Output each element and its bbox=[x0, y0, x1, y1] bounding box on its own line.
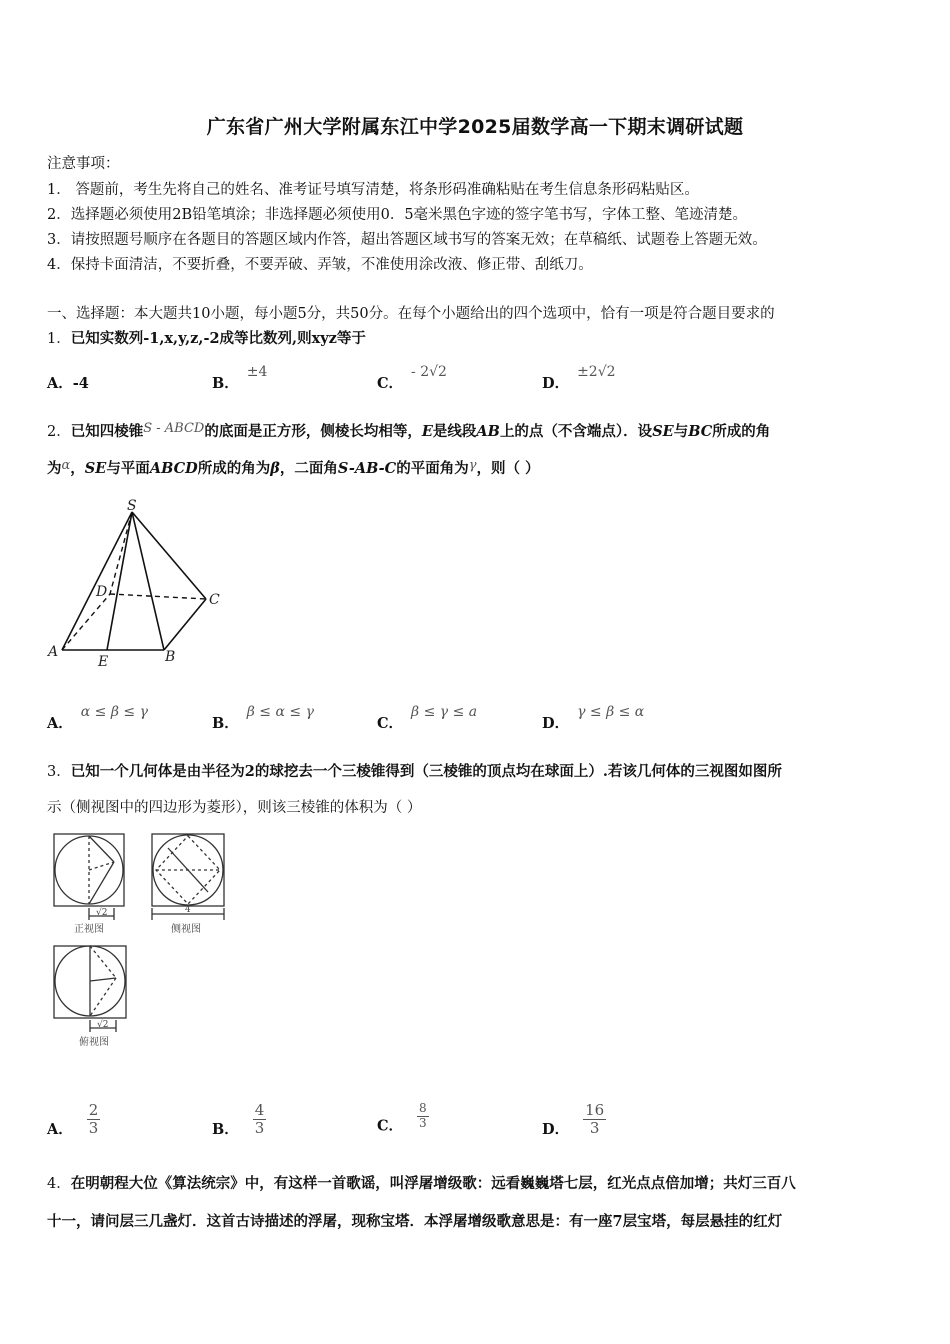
option-a[interactable] bbox=[47, 1101, 100, 1148]
pyramid-symbol: S - ABCD bbox=[143, 421, 205, 436]
question-text: 已知实数列-1,x,y,z,-2成等比数列,则xyz等于 bbox=[70, 330, 366, 347]
front-dim-sqrt2: √2 bbox=[96, 908, 108, 918]
option-label: B． bbox=[212, 375, 239, 392]
question-number: 4． bbox=[47, 1176, 71, 1192]
option-c[interactable] bbox=[377, 1101, 429, 1141]
numerator: 4 bbox=[254, 1101, 265, 1119]
question-3-options bbox=[47, 1101, 907, 1152]
text: 的底面是正方形，侧棱长均相等， bbox=[204, 423, 422, 440]
fraction bbox=[417, 1102, 429, 1131]
option-label: B． bbox=[212, 715, 239, 732]
label-e: E bbox=[98, 654, 109, 670]
option-value: α ≤ β ≤ γ bbox=[80, 704, 148, 720]
text: 已知四棱锥 bbox=[70, 423, 144, 440]
edge-sa bbox=[62, 512, 132, 650]
plane-abcd: ABCD bbox=[149, 460, 198, 477]
point-e: E bbox=[421, 423, 433, 440]
edge-bc bbox=[164, 599, 206, 650]
option-b[interactable] bbox=[212, 364, 268, 393]
question-number: 1． bbox=[47, 331, 71, 347]
option-label: D． bbox=[542, 375, 570, 392]
three-views-figure bbox=[46, 828, 246, 1054]
option-label: B． bbox=[212, 1120, 239, 1138]
text: 与 bbox=[673, 423, 689, 440]
edge-sd-hidden bbox=[110, 512, 132, 594]
option-c[interactable] bbox=[377, 704, 478, 733]
top-dim-sqrt2: √2 bbox=[97, 1020, 109, 1030]
option-label: A． bbox=[47, 375, 73, 392]
question-3-line-2: 示（侧视图中的四边形为菱形），则该三棱锥的体积为（ ） bbox=[47, 800, 422, 816]
label-s: S bbox=[127, 498, 137, 514]
side-dim-4: 4 bbox=[185, 905, 191, 915]
page-title: 广东省广州大学附属东江中学2025届数学高一下期末调研试题 bbox=[206, 116, 744, 138]
option-c[interactable] bbox=[377, 364, 447, 393]
edge-sc bbox=[132, 512, 206, 599]
notice-item-1: 1． 答题前，考生先将自己的姓名、准考证号填写清楚，将条形码准确粘贴在考生信息条形码粘贴区。 bbox=[47, 182, 699, 198]
option-label: C． bbox=[377, 375, 404, 392]
top-view-label: 俯视图 bbox=[79, 1037, 109, 1048]
option-b[interactable] bbox=[212, 1101, 266, 1148]
fraction bbox=[583, 1102, 606, 1138]
question-text: 在明朝程大位《算法统宗》中，有这样一首歌谣，叫浮屠增级歌：远看巍巍塔七层，红光点点倍加增；共灯三百八 bbox=[70, 1175, 796, 1192]
front-view-label: 正视图 bbox=[74, 924, 104, 935]
question-2-options bbox=[47, 704, 907, 746]
option-b[interactable] bbox=[212, 704, 314, 733]
text: ，二面角 bbox=[279, 460, 338, 477]
option-value: -4 bbox=[72, 375, 89, 392]
notice-item-2: 2．选择题必须使用2B铅笔填涂；非选择题必须使用0．5毫米黑色字迹的签字笔书写，字体工整、笔迹清楚。 bbox=[47, 207, 748, 223]
notice-item-4: 4．保持卡面清洁，不要折叠，不要弄破、弄皱，不准使用涂改液、修正带、刮纸刀。 bbox=[47, 257, 593, 273]
option-a[interactable] bbox=[47, 372, 89, 393]
option-d[interactable] bbox=[542, 1101, 606, 1148]
label-d: D bbox=[96, 584, 108, 600]
section-heading: 一、选择题：本大题共10小题，每小题5分，共50分。在每个小题给出的四个选项中，恰有一项是符合题目要求的 bbox=[47, 306, 775, 322]
text: ， bbox=[70, 460, 85, 477]
option-label: A． bbox=[47, 715, 73, 732]
option-a[interactable] bbox=[47, 704, 148, 733]
option-value: γ ≤ β ≤ α bbox=[577, 704, 645, 720]
denominator: 3 bbox=[254, 1119, 265, 1138]
notice-item-3: 3．请按照题号顺序在各题目的答题区域内作答，超出答题区域书写的答案无效；在草稿纸、试题卷上答题无效。 bbox=[47, 232, 767, 248]
gamma-symbol: γ bbox=[468, 458, 477, 473]
text: 是线段 bbox=[432, 423, 477, 440]
text: 所成的角 bbox=[712, 423, 771, 440]
label-a: A bbox=[48, 644, 59, 660]
label-b: B bbox=[165, 649, 176, 665]
option-label: D． bbox=[542, 715, 570, 732]
segment-se: SE bbox=[652, 423, 674, 440]
notice-heading: 注意事项： bbox=[47, 156, 120, 172]
question-4-line-2: 十一，请问层三几盏灯．这首古诗描述的浮屠，现称宝塔．本浮屠增级歌意思是：有一座7层宝塔，每层悬挂的红灯 bbox=[47, 1213, 783, 1230]
text: 与平面 bbox=[106, 460, 150, 477]
pyramid-figure bbox=[44, 496, 234, 676]
question-1 bbox=[47, 327, 366, 348]
question-number: 3． bbox=[47, 764, 71, 780]
front-view bbox=[54, 834, 124, 920]
question-number: 2． bbox=[47, 424, 71, 440]
fraction bbox=[253, 1102, 267, 1138]
text: 为 bbox=[47, 460, 62, 477]
denominator: 3 bbox=[589, 1119, 600, 1138]
label-c: C bbox=[209, 592, 220, 608]
denominator: 3 bbox=[88, 1119, 99, 1138]
question-2-line-2 bbox=[47, 457, 540, 478]
text: 所成的角为 bbox=[197, 460, 271, 477]
edge-dc-hidden bbox=[110, 594, 206, 599]
question-1-options bbox=[47, 364, 907, 406]
segment-se: SE bbox=[84, 460, 107, 477]
side-view-label: 侧视图 bbox=[171, 924, 201, 935]
option-value: - 2√2 bbox=[411, 364, 447, 380]
option-label: C． bbox=[377, 1117, 404, 1135]
question-2-line-1 bbox=[47, 420, 770, 441]
option-value: ±2√2 bbox=[577, 364, 616, 380]
option-d[interactable] bbox=[542, 704, 645, 733]
segment-bc: BC bbox=[688, 423, 713, 440]
text: 的平面角为 bbox=[396, 460, 469, 477]
alpha-symbol: α bbox=[61, 458, 71, 473]
option-value: β ≤ α ≤ γ bbox=[246, 704, 314, 720]
fraction bbox=[87, 1102, 101, 1138]
edge-se bbox=[107, 512, 132, 650]
option-label: A． bbox=[47, 1120, 73, 1138]
numerator: 8 bbox=[419, 1101, 427, 1115]
question-4-line-1 bbox=[47, 1172, 796, 1193]
question-3-line-1 bbox=[47, 760, 782, 781]
text: 上的点（不含端点）．设 bbox=[499, 423, 653, 440]
denominator: 3 bbox=[419, 1115, 427, 1130]
numerator: 2 bbox=[88, 1101, 99, 1119]
text: ，则（ ） bbox=[476, 460, 540, 477]
option-label: C． bbox=[377, 715, 404, 732]
beta-symbol: β bbox=[270, 460, 280, 477]
option-label: D． bbox=[542, 1120, 570, 1138]
numerator: 16 bbox=[585, 1101, 605, 1119]
option-d[interactable] bbox=[542, 364, 616, 393]
option-value: ±4 bbox=[246, 364, 268, 380]
option-value: β ≤ γ ≤ a bbox=[411, 704, 478, 720]
question-text: 已知一个几何体是由半径为2的球挖去一个三棱锥得到（三棱锥的顶点均在球面上）.若该几何体的三视图如图所 bbox=[70, 763, 782, 780]
segment-ab: AB bbox=[476, 423, 500, 440]
dihedral-sabc: S-AB-C bbox=[337, 460, 397, 477]
top-view bbox=[54, 946, 126, 1032]
edge-sb bbox=[132, 512, 164, 650]
